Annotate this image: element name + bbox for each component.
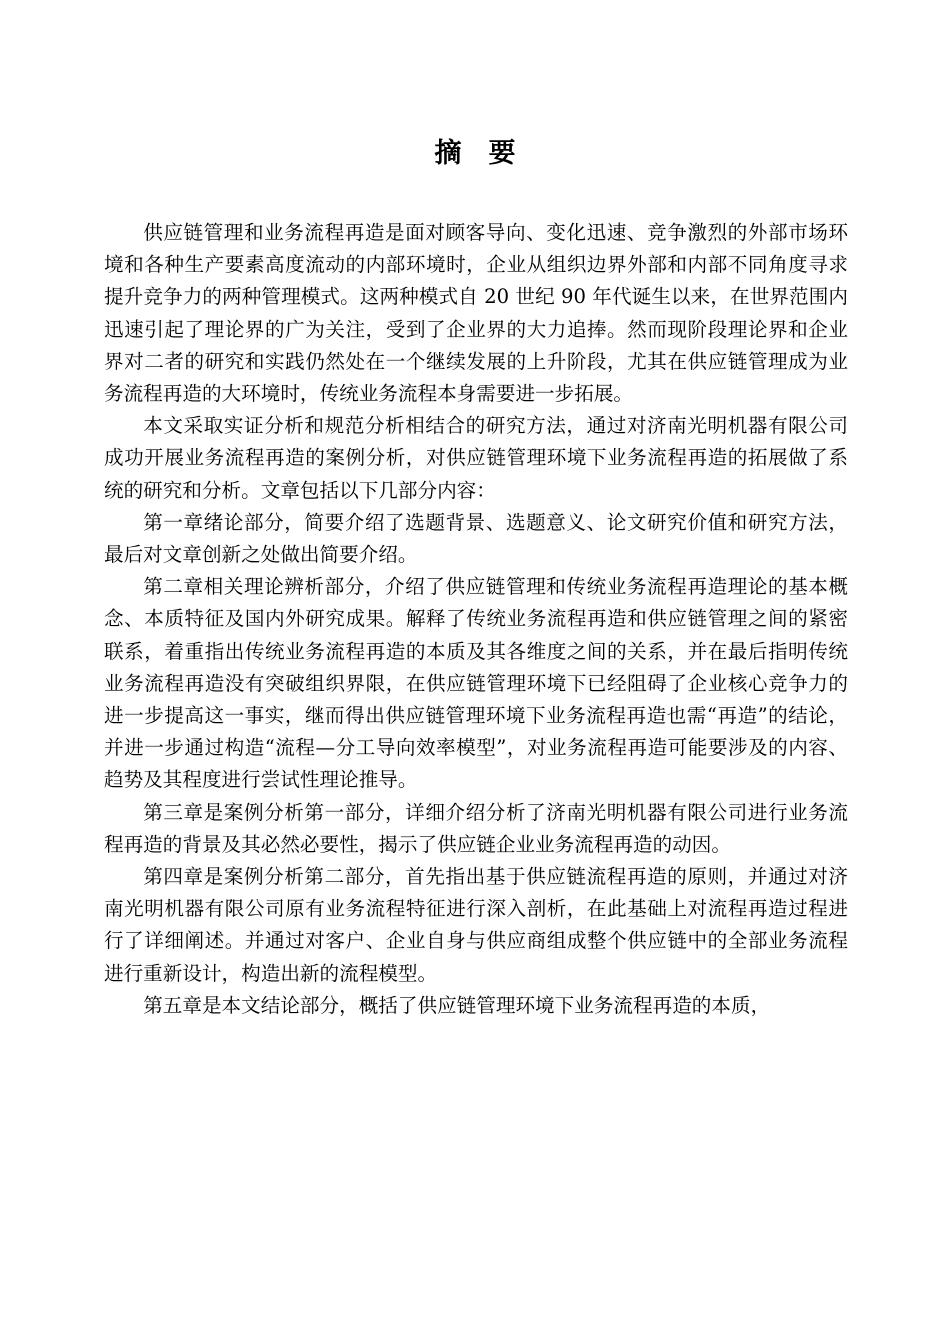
paragraph-1: 供应链管理和业务流程再造是面对顾客导向、变化迅速、竞争激烈的外部市场环境和各种生产要素高度流动的内部环境时，企业从组织边界外部和内部不同角度寻求提升竞争力的两种管理模式。这两种模式自 20 世纪 90 年代诞生以来，在世界范围内迅速引起了理论界的广为关注，受到了企业界的大力追捧。然而现阶段理论界和企业界对二者的研究和实践仍然处在一个继续发展的上升阶段，尤其在供应链管理成为业务流程再造的大环境时，传统业务流程本身需要进一步拓展。 [104, 221, 848, 406]
paragraph-2: 本文采取实证分析和规范分析相结合的研究方法，通过对济南光明机器有限公司成功开展业务流程再造的案例分析，对供应链管理环境下业务流程再造的拓展做了系统的研究和分析。文章包括以下几部分内容： [104, 414, 848, 502]
page-title: 摘要 [434, 138, 543, 169]
paragraph-5: 第三章是案例分析第一部分，详细介绍分析了济南光明机器有限公司进行业务流程再造的背景及其必然必要性，揭示了供应链企业业务流程再造的动因。 [104, 800, 848, 856]
paragraph-3: 第一章绪论部分，简要介绍了选题背景、选题意义、论文研究价值和研究方法，最后对文章创新之处做出简要介绍。 [104, 510, 848, 567]
paragraph-7: 第五章是本文结论部分，概括了供应链管理环境下业务流程再造的本质， [143, 993, 771, 1017]
abstract-body [104, 217, 848, 1022]
paragraph-4: 第二章相关理论辨析部分，介绍了供应链管理和传统业务流程再造理论的基本概念、本质特征及国内外研究成果。解释了传统业务流程再造和供应链管理之间的紧密联系，着重指出传统业务流程再造的本质及其各维度之间的关系，并在最后指明传统业务流程再造没有突破组织界限，在供应链管理环境下已经阻碍了企业核心竞争力的进一步提高这一事实，继而得出供应链管理环境下业务流程再造也需“再造”的结论，并进一步通过构造“流程—分工导向效率模型”，对业务流程再造可能要涉及的内容、趋势及其程度进行尝试性理论推导。 [104, 575, 848, 792]
paragraph-6: 第四章是案例分析第二部分，首先指出基于供应链流程再造的原则，并通过对济南光明机器有限公司原有业务流程特征进行深入剖析，在此基础上对流程再造过程进行了详细阐述。并通过对客户、企业自身与供应商组成整个供应链中的全部业务流程进行重新设计，构造出新的流程模型。 [104, 865, 848, 985]
